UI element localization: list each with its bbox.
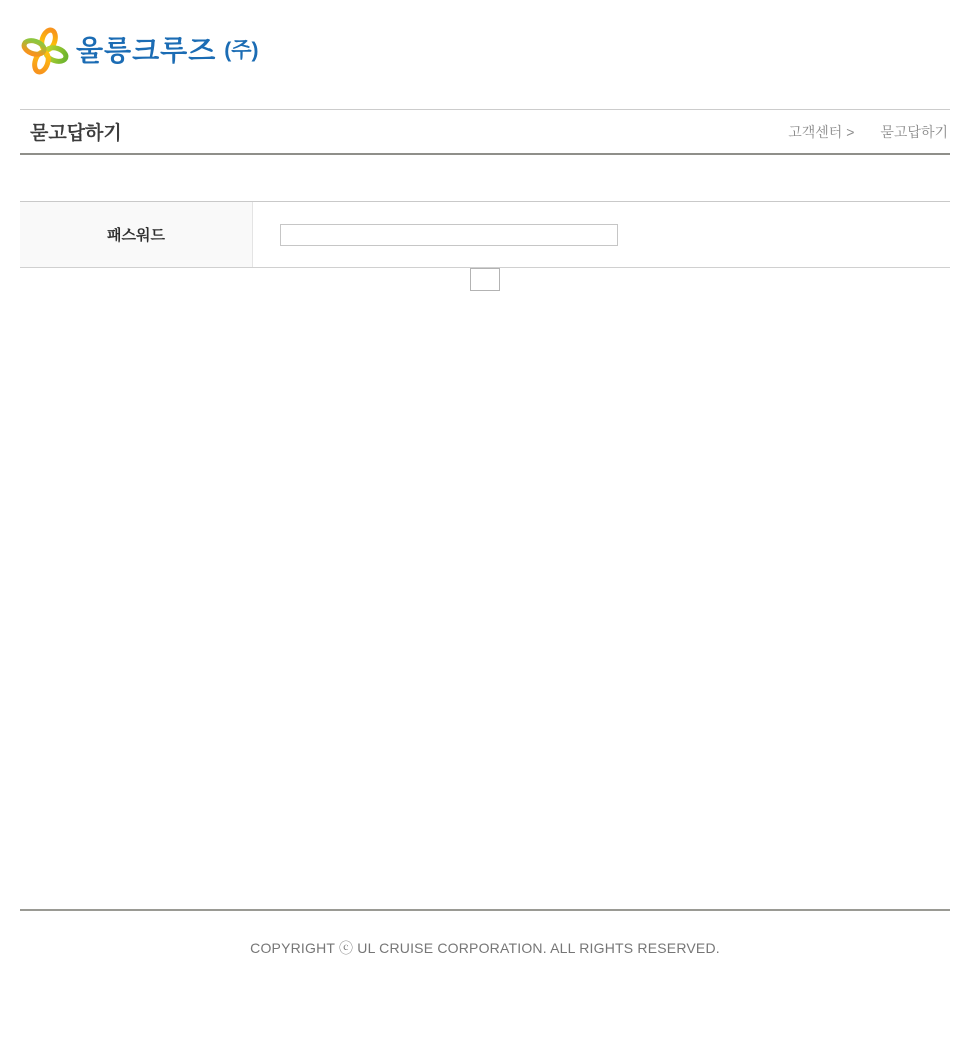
breadcrumb [788, 122, 948, 142]
breadcrumb-item-qna: 묻고답하기 [880, 123, 948, 140]
page-container [20, 0, 950, 1042]
logo-company-suffix: (주) [224, 39, 259, 62]
spacer [20, 155, 950, 201]
footer [20, 909, 950, 1042]
page-title: 묻고답하기 [30, 123, 122, 144]
password-label: 패스워드 [107, 227, 165, 244]
breadcrumb-item-customer-center[interactable]: 고객센터 > [788, 123, 855, 140]
confirm-button[interactable] [470, 268, 500, 291]
spacer [20, 292, 950, 909]
password-input-cell [253, 202, 950, 267]
password-input[interactable] [280, 224, 618, 246]
copyright-text: COPYRIGHT ⓒ UL CRUISE CORPORATION. ALL RIGHTS RESERVED. [250, 940, 720, 956]
password-label-cell [20, 202, 253, 267]
submit-row [20, 268, 950, 292]
password-row [20, 201, 950, 268]
logo-company-name: 울릉크루즈 [76, 35, 217, 66]
header [20, 0, 950, 109]
title-bar [20, 109, 950, 155]
logo-flower-icon [20, 26, 70, 76]
logo[interactable] [20, 26, 259, 76]
